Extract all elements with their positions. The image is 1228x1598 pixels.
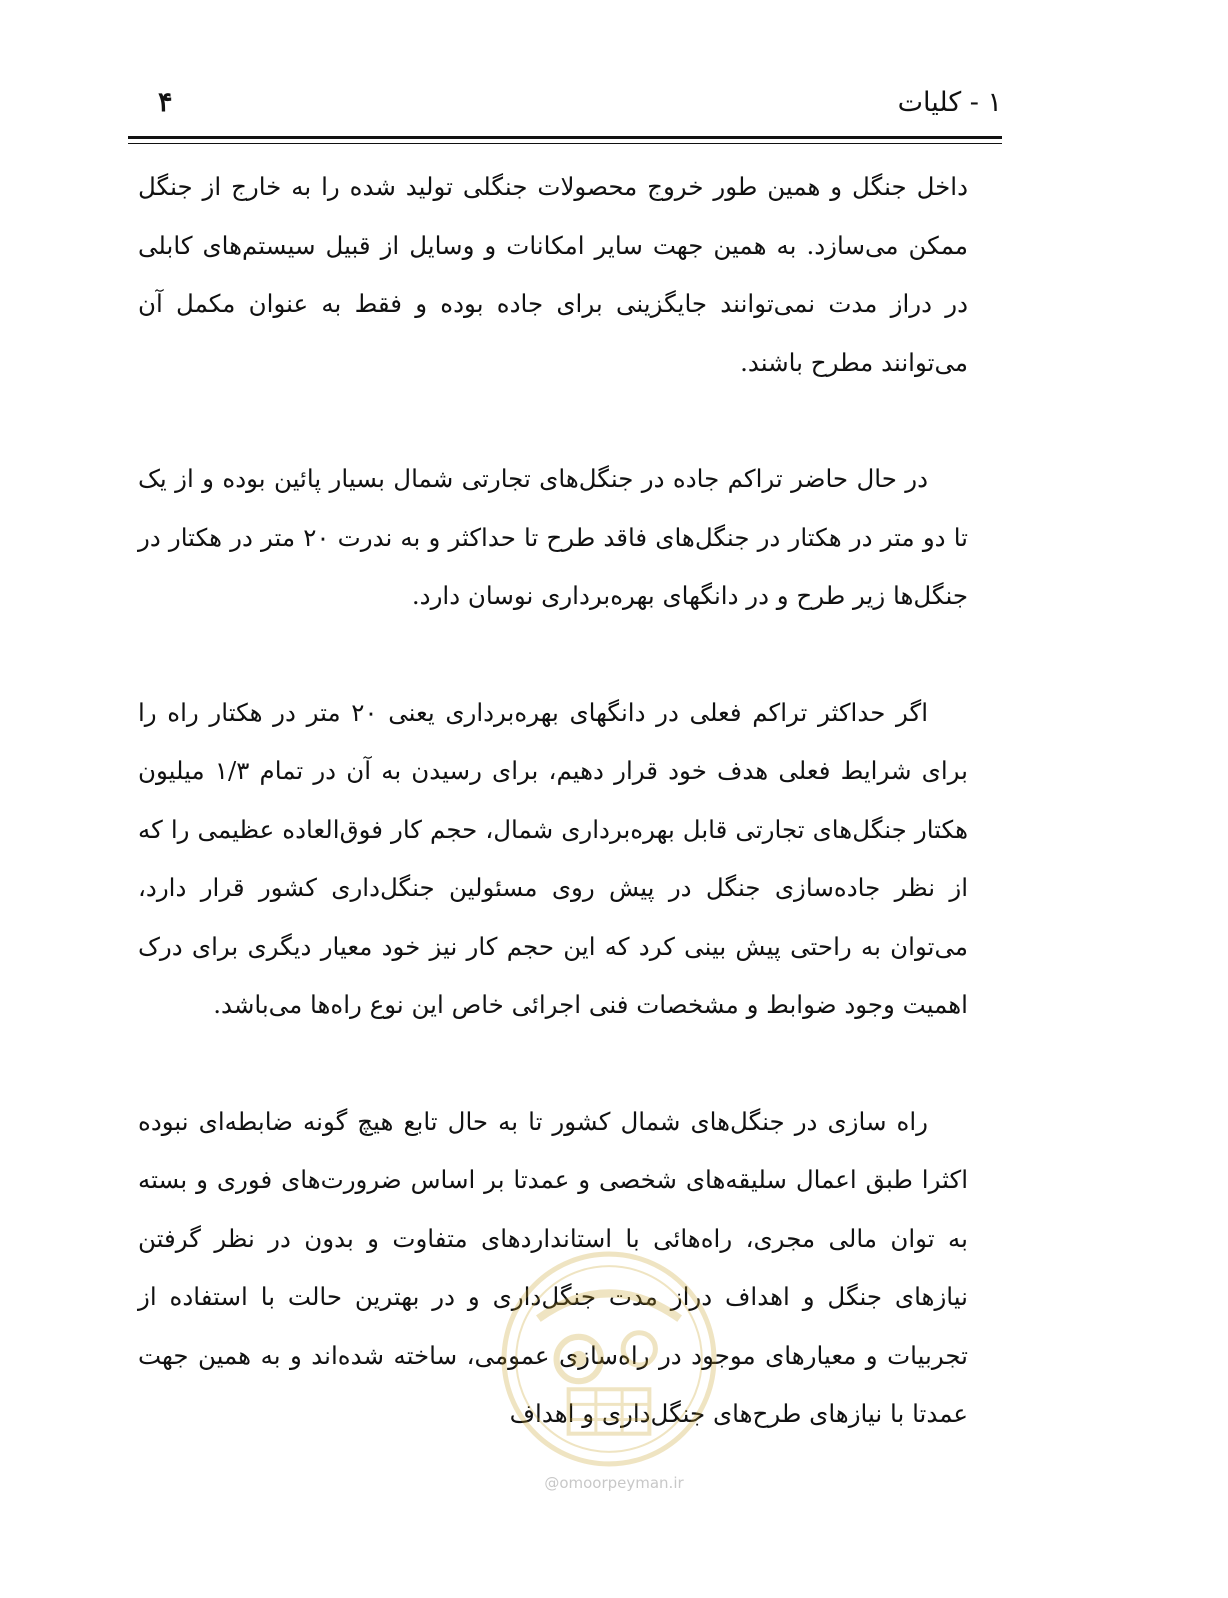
page-number: ۴ — [158, 87, 173, 118]
page-header — [128, 82, 1002, 124]
header-rule-thin — [128, 143, 1002, 144]
watermark-url: @omoorpeyman.ir — [544, 1474, 684, 1492]
paragraph-4: راه سازی در جنگل‌های شمال کشور تا به حال تابع هیچ گونه ضابطه‌ای نبوده اکثرا طبق اعمال سلیقه‌های شخصی و عمدتا بر اساس ضرورت‌های فوری و بسته به توان مالی مجری، راه‌هائی با استانداردهای متفاوت و بدون در نظر گرفتن نیازهای جنگل و اهداف دراز مدت جنگل‌داری و در بهترین حالت با استفاده از تجربیات و معیارهای موجود در راه‌سازی عمومی، ساخته شده‌اند و به همین جهت عمدتا با نیازهای طرح‌های جنگل‌داری و اهداف — [138, 1106, 968, 1428]
header-rule-thick — [128, 136, 1002, 139]
paragraph-1: داخل جنگل و همین طور خروج محصولات جنگلی تولید شده را به خارج از جنگل ممکن می‌سازد. به همین جهت سایر امکانات و وسایل از قبیل سیستم‌های کابلی در دراز مدت نمی‌توانند جایگزینی برای جاده بوده و فقط به عنوان مکمل آن می‌توانند مطرح باشند. — [138, 172, 968, 377]
paragraph-2: در حال حاضر تراکم جاده در جنگل‌های تجارتی شمال بسیار پائین بوده و از یک تا دو متر در هکتار در جنگل‌های فاقد طرح تا حداکثر و به ندرت ۲۰ متر در هکتار در جنگل‌ها زیر طرح و در دانگهای بهره‌برداری نوسان دارد. — [138, 464, 968, 610]
chapter-title: ۱ - کلیات — [897, 87, 1002, 118]
body-text — [138, 158, 968, 1502]
paragraph-3: اگر حداکثر تراکم فعلی در دانگهای بهره‌برداری یعنی ۲۰ متر در هکتار راه را برای شرایط فعلی هدف خود قرار دهیم، برای رسیدن به آن در تمام ۱/۳ میلیون هکتار جنگل‌های تجارتی قابل بهره‌برداری شمال، حجم کار فوق‌العاده عظیمی را که از نظر جاده‌سازی جنگل در پیش روی مسئولین جنگل‌داری کشور قرار دارد، می‌توان به راحتی پیش بینی کرد که این حجم کار نیز خود معیار دیگری برای درک اهمیت وجود ضوابط و مشخصات فنی اجرائی خاص این نوع راه‌ها می‌باشد. — [138, 697, 968, 1019]
